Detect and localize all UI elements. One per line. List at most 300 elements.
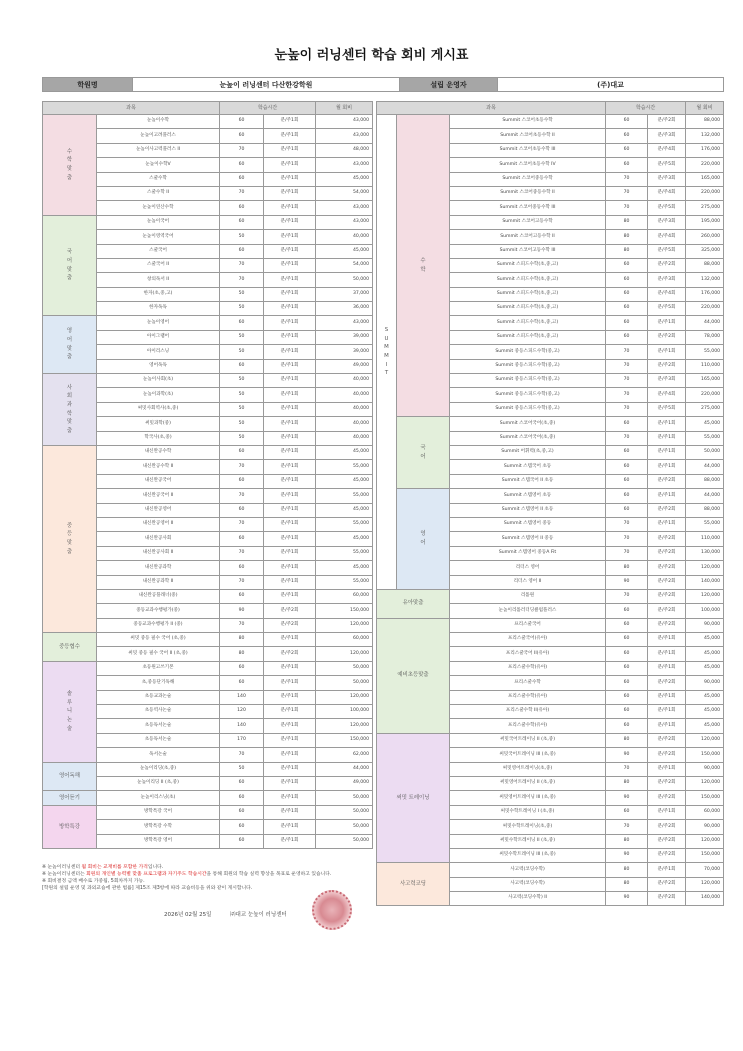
note-line: ※ 눈높이러닝센터는 회원의 개인별 능력별 맞춤 프로그램과 자기주도 학습시간을 통해 회원의 학습 실력 향상을 목표로 운영하고 있습니다. (42, 872, 332, 877)
frequency: 분/주4회 (648, 287, 686, 301)
monthly-fee: 120,000 (686, 561, 724, 575)
course-name: 방학특강 국어 (97, 805, 220, 819)
frequency: 분/주2회 (648, 618, 686, 632)
study-minutes: 90 (606, 892, 648, 906)
frequency: 분/주2회 (648, 776, 686, 790)
study-minutes: 70 (606, 431, 648, 445)
study-minutes: 60 (606, 474, 648, 488)
study-minutes: 60 (220, 561, 264, 575)
monthly-fee: 50,000 (316, 820, 373, 834)
frequency: 분/주5회 (648, 201, 686, 215)
monthly-fee: 40,000 (316, 417, 373, 431)
monthly-fee: 45,000 (686, 661, 724, 675)
monthly-fee: 120,000 (316, 618, 373, 632)
course-name: 눈높이리스닝(초) (97, 791, 220, 805)
table-row (377, 589, 724, 603)
frequency: 분/주2회 (648, 834, 686, 848)
study-minutes: 60 (220, 474, 264, 488)
study-minutes: 60 (606, 143, 648, 157)
monthly-fee: 88,000 (686, 258, 724, 272)
course-name: 프리스쿨수학 (450, 676, 606, 690)
study-minutes: 60 (220, 820, 264, 834)
study-minutes: 60 (220, 359, 264, 373)
monthly-fee: 43,000 (316, 316, 373, 330)
frequency: 분/주2회 (648, 561, 686, 575)
study-minutes: 60 (606, 302, 648, 316)
study-minutes: 50 (220, 374, 264, 388)
study-minutes: 60 (220, 791, 264, 805)
frequency: 분/주2회 (648, 748, 686, 762)
course-name: 아이리스닝 (97, 345, 220, 359)
course-name: Summit 스피드수학(초,중,고) (450, 316, 606, 330)
course-name: 내신완공과학 II (97, 575, 220, 589)
table-row (43, 805, 373, 819)
frequency: 분/주1회 (648, 762, 686, 776)
frequency: 분/주1회 (648, 647, 686, 661)
study-minutes: 140 (220, 719, 264, 733)
frequency: 분/주1회 (648, 863, 686, 877)
course-name: Summit 스피드수학(초,중,고) (450, 302, 606, 316)
course-name: 학국사(초,중) (97, 431, 220, 445)
monthly-fee: 55,000 (316, 546, 373, 560)
course-name: 프리스쿨국어 (450, 618, 606, 632)
table-row (377, 417, 724, 431)
course-name: Summit 중등스피드수학(중,고) (450, 388, 606, 402)
study-minutes: 60 (606, 417, 648, 431)
course-name: 써밋영어트레이닝 II (초,중) (450, 776, 606, 790)
frequency: 분/주1회 (648, 460, 686, 474)
course-name: 프리스쿨수학(유아) (450, 690, 606, 704)
frequency: 분/주2회 (648, 877, 686, 891)
course-name: 초등역사논술 (97, 705, 220, 719)
right-group-label: 써밋 트레이닝 (377, 733, 450, 863)
study-minutes: 60 (220, 834, 264, 848)
study-minutes: 60 (220, 316, 264, 330)
monthly-fee: 45,000 (316, 532, 373, 546)
frequency: 분/주2회 (648, 330, 686, 344)
frequency: 분/주1회 (264, 791, 316, 805)
table-row (377, 618, 724, 632)
frequency: 분/주2회 (648, 892, 686, 906)
frequency: 분/주1회 (264, 230, 316, 244)
course-name: Summit 스텝영어 중등A Fit (450, 546, 606, 560)
frequency: 분/주3회 (648, 215, 686, 229)
study-minutes: 60 (606, 805, 648, 819)
monthly-fee: 150,000 (686, 791, 724, 805)
monthly-fee: 49,000 (316, 776, 373, 790)
course-name: 내신완공플래너(중) (97, 589, 220, 603)
study-minutes: 70 (220, 618, 264, 632)
course-name: Summit 스텝영어 초등 (450, 489, 606, 503)
study-minutes: 80 (606, 733, 648, 747)
course-name: 프리스쿨수학 II(유아) (450, 705, 606, 719)
study-minutes: 140 (220, 690, 264, 704)
monthly-fee: 176,000 (686, 143, 724, 157)
frequency: 분/주4회 (648, 143, 686, 157)
monthly-fee: 54,000 (316, 258, 373, 272)
study-minutes: 60 (220, 158, 264, 172)
monthly-fee: 55,000 (316, 460, 373, 474)
course-name: 스쿨국어 (97, 244, 220, 258)
monthly-fee: 150,000 (686, 848, 724, 862)
frequency: 분/주1회 (264, 834, 316, 848)
left-group-label: 중 등 맞 춤 (43, 445, 97, 632)
monthly-fee: 220,000 (686, 388, 724, 402)
monthly-fee: 132,000 (686, 273, 724, 287)
course-name: Summit 스코어고등수학 (450, 215, 606, 229)
frequency: 분/주1회 (648, 705, 686, 719)
study-minutes: 120 (220, 705, 264, 719)
frequency: 분/주1회 (648, 690, 686, 704)
study-minutes: 70 (220, 143, 264, 157)
course-name: Summit 스코어중등수학 (450, 172, 606, 186)
monthly-fee: 45,000 (686, 633, 724, 647)
table-row (43, 445, 373, 459)
study-minutes: 60 (220, 201, 264, 215)
course-name: 초등독서논술 (97, 719, 220, 733)
monthly-fee: 40,000 (316, 431, 373, 445)
official-seal-stamp (312, 890, 352, 930)
frequency: 분/주1회 (648, 633, 686, 647)
course-name: Summit 스코어초등수학 II (450, 129, 606, 143)
monthly-fee: 120,000 (686, 733, 724, 747)
study-minutes: 70 (606, 589, 648, 603)
monthly-fee: 55,000 (686, 345, 724, 359)
course-name: Summit 중등스피드수학(중,고) (450, 402, 606, 416)
course-name: 써밋수학트레이닝 III (초,중) (450, 848, 606, 862)
monthly-fee: 43,000 (316, 158, 373, 172)
monthly-fee: 39,000 (316, 330, 373, 344)
monthly-fee: 55,000 (316, 489, 373, 503)
frequency: 분/주2회 (648, 115, 686, 129)
monthly-fee: 50,000 (316, 805, 373, 819)
monthly-fee: 50,000 (686, 445, 724, 459)
course-name: 중등교과수행평가 II (중) (97, 618, 220, 632)
monthly-fee: 120,000 (686, 877, 724, 891)
study-minutes: 90 (606, 848, 648, 862)
monthly-fee: 165,000 (686, 374, 724, 388)
monthly-fee: 37,000 (316, 287, 373, 301)
frequency: 분/주5회 (648, 244, 686, 258)
course-name: 써밋수학트레이닝 I (초,중) (450, 805, 606, 819)
monthly-fee: 88,000 (686, 503, 724, 517)
course-name: 방학특강 영어 (97, 834, 220, 848)
study-minutes: 70 (220, 748, 264, 762)
frequency: 분/주1회 (264, 776, 316, 790)
monthly-fee: 120,000 (686, 776, 724, 790)
frequency: 분/주1회 (264, 431, 316, 445)
course-name: 눈높이국어 (97, 215, 220, 229)
study-minutes: 50 (220, 287, 264, 301)
academy-name: 눈높이 러닝센터 다산한강학원 (133, 78, 400, 92)
course-name: 사고력(코딩수학) (450, 877, 606, 891)
course-name: 내신완공국어 II (97, 489, 220, 503)
study-minutes: 80 (606, 215, 648, 229)
frequency: 분/주2회 (648, 733, 686, 747)
right-group-label: 수 학 (397, 115, 450, 417)
course-name: 리더스 영어 (450, 561, 606, 575)
right-group-label: 사고력코딩 (377, 863, 450, 906)
monthly-fee: 40,000 (316, 374, 373, 388)
monthly-fee: 165,000 (686, 172, 724, 186)
frequency: 분/주1회 (264, 330, 316, 344)
left-group-label: 영어듣기 (43, 791, 97, 805)
course-name: 눈높이과학(초) (97, 388, 220, 402)
monthly-fee: 90,000 (686, 820, 724, 834)
frequency: 분/주2회 (264, 604, 316, 618)
monthly-fee: 150,000 (316, 604, 373, 618)
study-minutes: 70 (606, 374, 648, 388)
frequency: 분/주2회 (648, 676, 686, 690)
course-name: Summit 스텝영어 II 중등 (450, 532, 606, 546)
course-name: 리틀원 (450, 589, 606, 603)
study-minutes: 170 (220, 733, 264, 747)
monthly-fee: 90,000 (686, 676, 724, 690)
monthly-fee: 176,000 (686, 287, 724, 301)
monthly-fee: 70,000 (686, 863, 724, 877)
study-minutes: 60 (606, 115, 648, 129)
monthly-fee: 275,000 (686, 201, 724, 215)
monthly-fee: 45,000 (316, 244, 373, 258)
table-row (43, 374, 373, 388)
study-minutes: 60 (606, 705, 648, 719)
study-minutes: 50 (220, 230, 264, 244)
frequency: 분/주1회 (264, 359, 316, 373)
monthly-fee: 140,000 (686, 575, 724, 589)
frequency: 분/주1회 (264, 143, 316, 157)
frequency: 분/주1회 (264, 445, 316, 459)
frequency: 분/주2회 (648, 791, 686, 805)
monthly-fee: 54,000 (316, 186, 373, 200)
frequency: 분/주1회 (264, 474, 316, 488)
course-name: 내신완공영어 (97, 503, 220, 517)
course-name: Summit 스코어중등수학 II (450, 186, 606, 200)
study-minutes: 70 (606, 517, 648, 531)
course-name: 내신완공사회 (97, 532, 220, 546)
frequency: 분/주1회 (648, 719, 686, 733)
study-minutes: 90 (606, 791, 648, 805)
study-minutes: 60 (606, 129, 648, 143)
study-minutes: 60 (606, 273, 648, 287)
course-name: 내신완공사회 II (97, 546, 220, 560)
course-name: 써밋국어트레이닝 III (초,중) (450, 748, 606, 762)
course-name: 써밋수학트레이닝 II (초,중) (450, 834, 606, 848)
course-name: 눈높이수학V (97, 158, 220, 172)
frequency: 분/주1회 (264, 575, 316, 589)
academy-label: 학원명 (43, 78, 133, 92)
course-name: 눈높이리딩(초,중) (97, 762, 220, 776)
left-group-label: 솔 루 니 논 술 (43, 661, 97, 762)
monthly-fee: 44,000 (316, 762, 373, 776)
frequency: 분/주1회 (264, 503, 316, 517)
frequency: 분/주2회 (648, 575, 686, 589)
right-group-label: 영 어 (397, 489, 450, 590)
note-line: ※ 눈높이러닝센터 월 회비는 교재비를 포함한 가격입니다. (42, 865, 164, 870)
monthly-fee: 43,000 (316, 201, 373, 215)
frequency: 분/주5회 (648, 158, 686, 172)
course-name: 프리스쿨국어 II(유아) (450, 647, 606, 661)
frequency: 분/주3회 (648, 273, 686, 287)
course-name: 프리스쿨국어(유아) (450, 633, 606, 647)
study-minutes: 80 (220, 647, 264, 661)
monthly-fee: 120,000 (686, 589, 724, 603)
monthly-fee: 60,000 (316, 589, 373, 603)
left-fee-table (42, 101, 373, 849)
study-minutes: 60 (606, 489, 648, 503)
course-name: Summit 중등스피드수학(중,고) (450, 374, 606, 388)
table-row (43, 762, 373, 776)
monthly-fee: 110,000 (686, 532, 724, 546)
study-minutes: 50 (220, 302, 264, 316)
study-minutes: 60 (220, 244, 264, 258)
study-minutes: 60 (606, 676, 648, 690)
study-minutes: 70 (220, 546, 264, 560)
study-minutes: 70 (220, 273, 264, 287)
frequency: 분/주1회 (264, 561, 316, 575)
course-name: 스쿨수학 II (97, 186, 220, 200)
left-group-label: 영 어 맞 춤 (43, 316, 97, 374)
right-group-label: 국 어 (397, 417, 450, 489)
course-name: 눈높이사고력플러스 II (97, 143, 220, 157)
monthly-fee: 60,000 (316, 633, 373, 647)
study-minutes: 60 (606, 719, 648, 733)
monthly-fee: 50,000 (316, 273, 373, 287)
study-minutes: 70 (606, 546, 648, 560)
study-minutes: 80 (220, 633, 264, 647)
study-minutes: 70 (606, 172, 648, 186)
monthly-fee: 325,000 (686, 244, 724, 258)
course-name: 내신완공수학 II (97, 460, 220, 474)
header-fee: 월 회비 (316, 102, 373, 115)
table-row (377, 733, 724, 747)
frequency: 분/주1회 (648, 805, 686, 819)
table-row (43, 316, 373, 330)
frequency: 분/주1회 (264, 258, 316, 272)
study-minutes: 70 (606, 820, 648, 834)
study-minutes: 80 (606, 230, 648, 244)
monthly-fee: 49,000 (316, 359, 373, 373)
frequency: 분/주1회 (264, 546, 316, 560)
frequency: 분/주1회 (648, 417, 686, 431)
course-name: Summit 스텝국어 II 초등 (450, 474, 606, 488)
study-minutes: 60 (220, 805, 264, 819)
study-minutes: 60 (606, 316, 648, 330)
monthly-fee: 48,000 (316, 143, 373, 157)
frequency: 분/주1회 (264, 633, 316, 647)
course-name: 사고력(코딩수학) (450, 863, 606, 877)
course-name: 초,중등단기독해 (97, 676, 220, 690)
left-table-header (43, 102, 373, 115)
course-name: 써밋 중등 필수 국어 (초,중) (97, 633, 220, 647)
monthly-fee: 90,000 (686, 762, 724, 776)
monthly-fee: 45,000 (316, 445, 373, 459)
monthly-fee: 275,000 (686, 402, 724, 416)
note-highlight: 회원의 개인별 능력별 맞춤 프로그램과 자기주도 학습시간 (86, 872, 207, 877)
study-minutes: 60 (606, 661, 648, 675)
monthly-fee: 220,000 (686, 158, 724, 172)
course-name: 창의독서 II (97, 273, 220, 287)
course-name: 내신완공국어 (97, 474, 220, 488)
course-name: 써밋사회역사(초,중) (97, 402, 220, 416)
course-name: 프리스쿨수학(유아) (450, 661, 606, 675)
course-name: 써밋국어트레이닝 II (초,중) (450, 733, 606, 747)
frequency: 분/주4회 (648, 388, 686, 402)
left-group-label: 국 어 맞 춤 (43, 215, 97, 316)
study-minutes: 80 (606, 834, 648, 848)
monthly-fee: 78,000 (686, 330, 724, 344)
course-name: 눈높이영역국어 (97, 230, 220, 244)
study-minutes: 80 (606, 561, 648, 575)
study-minutes: 60 (606, 503, 648, 517)
table-row (377, 489, 724, 503)
course-name: Summit 스코어국어(초,중) (450, 431, 606, 445)
frequency: 분/주1회 (264, 589, 316, 603)
frequency: 분/주1회 (264, 517, 316, 531)
frequency: 분/주1회 (648, 316, 686, 330)
course-name: Summit 스피드수학(초,중,고) (450, 330, 606, 344)
study-minutes: 50 (220, 431, 264, 445)
monthly-fee: 50,000 (316, 791, 373, 805)
study-minutes: 60 (220, 661, 264, 675)
course-name: Summit 스코어초등수학 (450, 115, 606, 129)
course-name: 눈높이고려플러스 (97, 129, 220, 143)
study-minutes: 90 (220, 604, 264, 618)
study-minutes: 60 (606, 330, 648, 344)
study-minutes: 70 (606, 345, 648, 359)
study-minutes: 50 (220, 402, 264, 416)
course-name: Summit 중등스피드수학(중,고) (450, 345, 606, 359)
left-group-label: 중등협수 (43, 633, 97, 662)
monthly-fee: 220,000 (686, 186, 724, 200)
course-name: 독서논술 (97, 748, 220, 762)
monthly-fee: 45,000 (316, 474, 373, 488)
study-minutes: 70 (606, 762, 648, 776)
study-minutes: 50 (220, 417, 264, 431)
frequency: 분/주1회 (264, 690, 316, 704)
notes-section (42, 864, 372, 892)
course-name: 눈높이리틀러더딩클럽플러스 (450, 604, 606, 618)
monthly-fee: 44,000 (686, 489, 724, 503)
study-minutes: 70 (606, 402, 648, 416)
study-minutes: 90 (606, 748, 648, 762)
frequency: 분/주1회 (264, 115, 316, 129)
course-name: 사고력(코딩수학) II (450, 892, 606, 906)
table-row (43, 633, 373, 647)
monthly-fee: 40,000 (316, 402, 373, 416)
frequency: 분/주1회 (264, 186, 316, 200)
frequency: 분/주1회 (648, 517, 686, 531)
monthly-fee: 40,000 (316, 388, 373, 402)
study-minutes: 60 (606, 287, 648, 301)
monthly-fee: 44,000 (686, 460, 724, 474)
study-minutes: 60 (220, 503, 264, 517)
course-name: 초등독서논술 (97, 733, 220, 747)
monthly-fee: 120,000 (316, 647, 373, 661)
study-minutes: 70 (606, 201, 648, 215)
frequency: 분/주2회 (648, 848, 686, 862)
frequency: 분/주2회 (264, 647, 316, 661)
course-name: Summit 스코어국어(초,중) (450, 417, 606, 431)
study-minutes: 60 (220, 532, 264, 546)
study-minutes: 70 (606, 186, 648, 200)
study-minutes: 60 (606, 633, 648, 647)
course-name: 방학특강 수학 (97, 820, 220, 834)
frequency: 분/주1회 (264, 532, 316, 546)
frequency: 분/주1회 (648, 489, 686, 503)
course-name: Summit 스피드수학(초,중,고) (450, 258, 606, 272)
monthly-fee: 43,000 (316, 115, 373, 129)
monthly-fee: 195,000 (686, 215, 724, 229)
